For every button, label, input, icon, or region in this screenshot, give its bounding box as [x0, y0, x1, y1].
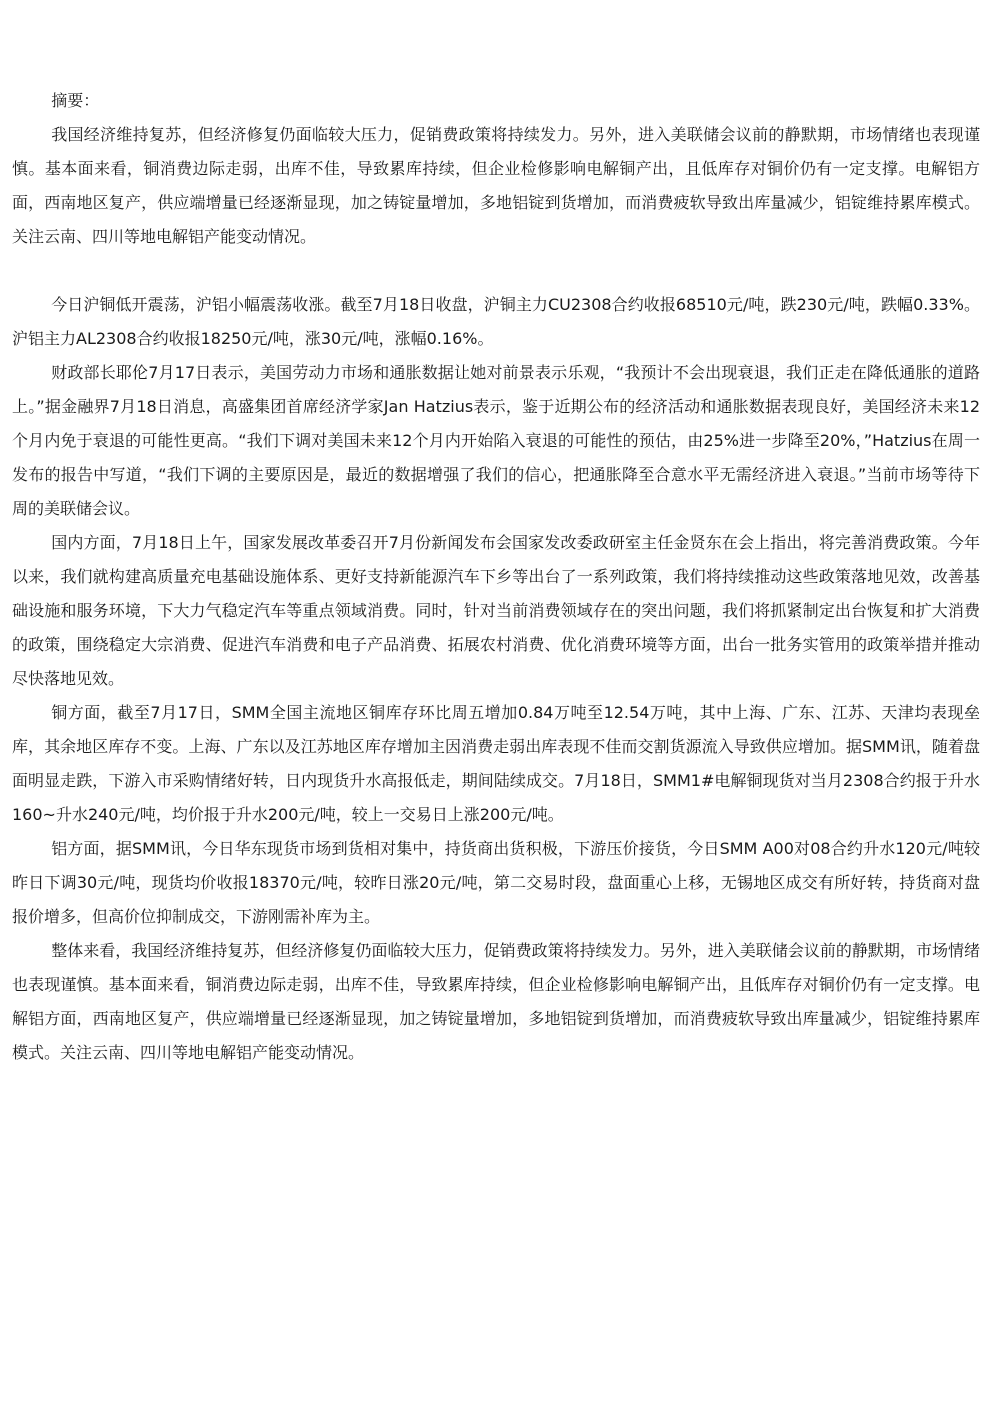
summary-label: 摘要：	[51, 91, 100, 110]
us-economy-paragraph: 财政部长耶伦7月17日表示，美国劳动力市场和通胀数据让她对前景表示乐观，“我预计不会出现衰退，我们正走在降低通胀的道路上。”据金融界7月18日消息，高盛集团首席经济学家Jan Hatzius表示，鉴于近期公布的经济活动和通胀数据表现良好，美国经济未来12个月内免于衰退的可能性更高。“我们下调对美国未来12个月内开始陷入衰退的可能性的预估，由25%进一步降至20%，”Hatzius在周一发布的报告中写道，“我们下调的主要原因是，最近的数据增强了我们的信心，把通胀降至合意水平无需经济进入衰退。”当前市场等待下周的美联储会议。	[12, 363, 980, 518]
copper-paragraph: 铜方面，截至7月17日，SMM全国主流地区铜库存环比周五增加0.84万吨至12.54万吨，其中上海、广东、江苏、天津均表现垒库，其余地区库存不变。上海、广东以及江苏地区库存增加主因消费走弱出库表现不佳而交割货源流入导致供应增加。据SMM讯，随着盘面明显走跌，下游入市采购情绪好转，日内现货升水高报低走，期间陆续成交。7月18日，SMM1#电解铜现货对当月2308合约报于升水160~升水240元/吨，均价报于升水200元/吨，较上一交易日上涨200元/吨。	[12, 703, 980, 824]
overall-paragraph: 整体来看，我国经济维持复苏，但经济修复仍面临较大压力，促销费政策将持续发力。另外，进入美联储会议前的静默期，市场情绪也表现谨慎。基本面来看，铜消费边际走弱，出库不佳，导致累库持续，但企业检修影响电解铜产出，且低库存对铜价仍有一定支撑。电解铝方面，西南地区复产，供应端增量已经逐渐显现，加之铸锭量增加，多地铝锭到货增加，而消费疲软导致出库量减少，铝锭维持累库模式。关注云南、四川等地电解铝产能变动情况。	[12, 941, 980, 1062]
summary-paragraph: 我国经济维持复苏，但经济修复仍面临较大压力，促销费政策将持续发力。另外，进入美联储会议前的静默期，市场情绪也表现谨慎。基本面来看，铜消费边际走弱，出库不佳，导致累库持续，但企业检修影响电解铜产出，且低库存对铜价仍有一定支撑。电解铝方面，西南地区复产，供应端增量已经逐渐显现，加之铸锭量增加，多地铝锭到货增加，而消费疲软导致出库量减少，铝锭维持累库模式。关注云南、四川等地电解铝产能变动情况。	[12, 125, 980, 246]
document-body	[12, 84, 980, 1070]
domestic-policy-paragraph: 国内方面，7月18日上午，国家发展改革委召开7月份新闻发布会国家发改委政研室主任金贤东在会上指出，将完善消费政策。今年以来，我们就构建高质量充电基础设施体系、更好支持新能源汽车下乡等出台了一系列政策，我们将持续推动这些政策落地见效，改善基础设施和服务环境，下大力气稳定汽车等重点领域消费。同时，针对当前消费领域存在的突出问题，我们将抓紧制定出台恢复和扩大消费的政策，围绕稳定大宗消费、促进汽车消费和电子产品消费、拓展农村消费、优化消费环境等方面，出台一批务实管用的政策举措并推动尽快落地见效。	[12, 533, 980, 688]
market-close-paragraph: 今日沪铜低开震荡，沪铝小幅震荡收涨。截至7月18日收盘，沪铜主力CU2308合约收报68510元/吨，跌230元/吨，跌幅0.33%。沪铝主力AL2308合约收报18250元/吨，涨30元/吨，涨幅0.16%。	[12, 295, 980, 348]
aluminum-paragraph: 铝方面，据SMM讯，今日华东现货市场到货相对集中，持货商出货积极，下游压价接货，今日SMM A00对08合约升水120元/吨较昨日下调30元/吨，现货均价收报18370元/吨，较昨日涨20元/吨，第二交易时段，盘面重心上移，无锡地区成交有所好转，持货商对盘报价增多，但高价位抑制成交，下游刚需补库为主。	[12, 839, 980, 926]
paragraph-spacer	[12, 254, 980, 288]
